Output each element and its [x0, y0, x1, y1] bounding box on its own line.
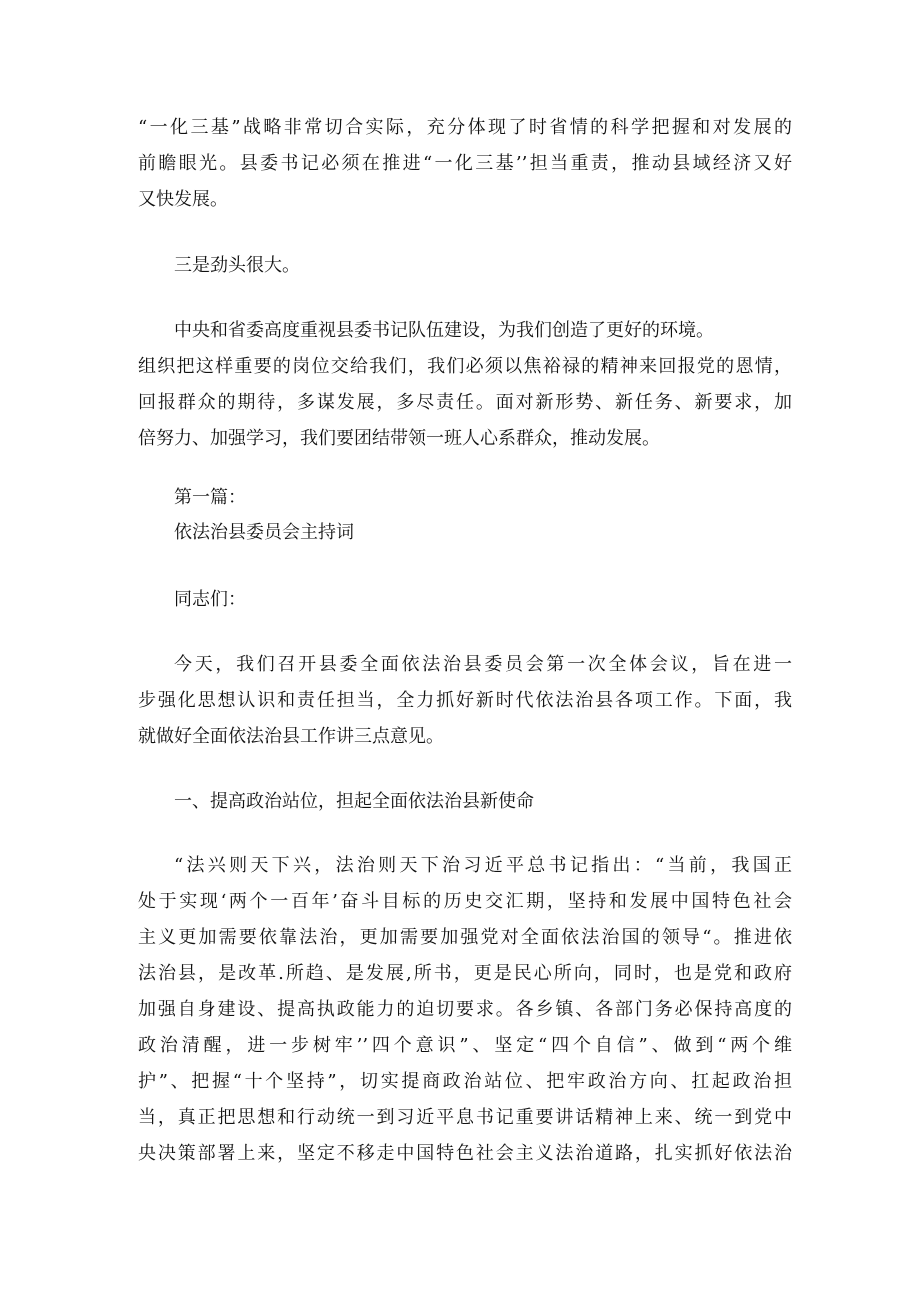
- paragraph-line: 主义更加需要依靠法治，更加需要加强党对全面依法治国的领导“。推进依: [138, 927, 792, 948]
- paragraph-line: 中央和省委高度重视县委书记队伍建设，为我们创造了更好的环境。: [174, 320, 714, 341]
- paragraph-line: 又快发展。: [138, 189, 228, 210]
- paragraph-4: [138, 647, 792, 755]
- paragraph-2: 三是劲头很大。: [174, 255, 300, 276]
- section-heading-1: 一、提高政治站位，担起全面依法治县新使命: [174, 791, 534, 812]
- paragraph-line: 倍努力、加强学习，我们要团结带领一班人心系群众，推动发展。: [138, 428, 660, 449]
- paragraph-line: 政治清醒，进一步树牢’’四个意识”、坚定“四个自信”、做到“两个维: [138, 1035, 792, 1056]
- paragraph-line: 央决策部署上来，坚定不移走中国特色社会主义法治道路，扎实抓好依法治: [138, 1143, 792, 1164]
- paragraph-3: [138, 313, 792, 457]
- paragraph-line: 回报群众的期待，多谋发展，多尽责任。面对新形势、新任务、新要求，加: [138, 392, 792, 413]
- paragraph-5: [138, 848, 792, 1172]
- heading-title: 依法治县委员会主持词: [174, 522, 354, 543]
- paragraph-line: 护”、把握“十个坚持”，切实提商政治站位、把牢政治方向、扛起政治担: [138, 1071, 792, 1092]
- paragraph-line: 当，真正把思想和行动统一到习近平息书记重要讲话精神上来、统一到党中: [138, 1107, 792, 1128]
- paragraph-line: 组织把这样重要的岗位交给我们，我们必须以焦裕禄的精神来回报党的恩情，: [138, 356, 792, 377]
- paragraph-line: 前瞻眼光。县委书记必须在推进“一化三基’’担当重责，推动县域经济又好: [138, 153, 792, 174]
- paragraph-line: “一化三基”战略非常切合实际，充分体现了时省情的科学把握和对发展的: [138, 117, 792, 138]
- paragraph-line: 就做好全面依法治县工作讲三点意见。: [138, 726, 444, 747]
- paragraph-line: 加强自身建设、提高执政能力的迫切要求。各乡镇、各部门务必保持高度的: [138, 999, 792, 1020]
- salutation: 同志们：: [174, 589, 246, 610]
- paragraph-1: [138, 110, 792, 218]
- paragraph-line: “法兴则天下兴，法治则天下治习近平总书记指出：“当前，我国正: [174, 855, 792, 876]
- heading-label: 第一篇：: [174, 487, 246, 508]
- paragraph-line: 法治县，是改革.所趋、是发展,所书，更是民心所向，同时，也是党和政府: [138, 963, 792, 984]
- paragraph-line: 处于实现‘两个一百年’奋斗目标的历史交汇期，坚持和发展中国特色社会: [138, 891, 792, 912]
- paragraph-line: 今天，我们召开县委全面依法治县委员会第一次全体会议，旨在进一: [174, 654, 792, 675]
- paragraph-line: 步强化思想认识和责任担当，全力抓好新时代依法治县各项工作。下面，我: [138, 690, 792, 711]
